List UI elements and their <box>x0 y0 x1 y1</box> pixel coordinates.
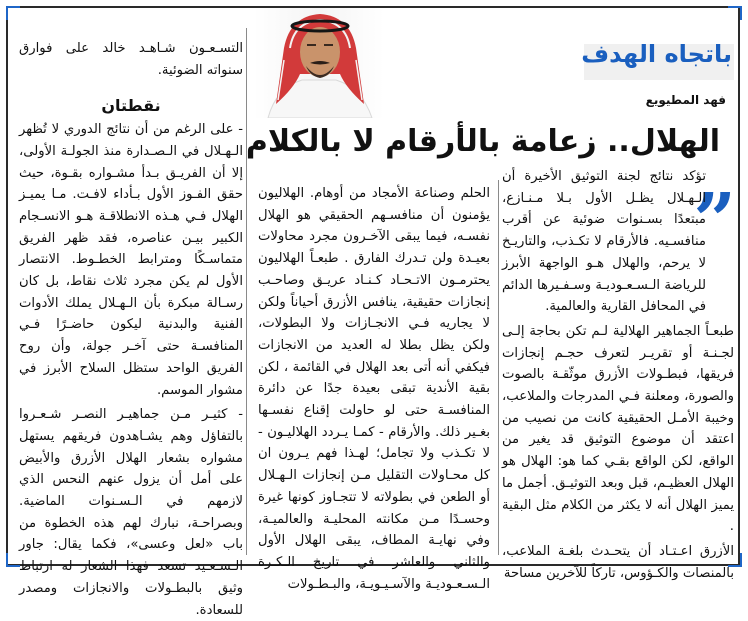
paragraph: - كثيـر مـن جماهيـر النصـر شـعـروا بالتفاؤل وهم يشـاهدون فريقهم يستهل مشواره بشعار الهلال الأزرق والأبيض على أمل أن يزول عنهم النحس الذي لازمهم في الـسـنوات الماضية. وبصراحـة، نبارك لهم هذه الخطوة من باب «لعل وعسى»، فكما يقال: جاور الـسـعـيد تسعد فهذا الشعار له ارتباط وثيق بالبطـولات والانجازات ومصدر للسعادة. <box>19 407 243 618</box>
corner-mark <box>740 553 742 567</box>
corner-mark <box>6 6 20 8</box>
column-divider <box>498 180 499 555</box>
author-name: فهد المطيويع <box>645 93 726 107</box>
paragraph: التسـعـون شـاهـد خالد على فوارق سنواته الضوئية. <box>19 41 243 78</box>
column-name: باتجاه الهدف <box>581 40 732 68</box>
corner-mark <box>6 6 8 20</box>
corner-mark <box>740 6 742 20</box>
section-subheading: نقطتان <box>101 96 161 116</box>
author-photo <box>254 8 384 118</box>
article-column-middle <box>258 183 490 595</box>
paragraph: تؤكد نتائج لجنة التوثيق الأخيرة أن الـهـلال يظـل الأول بـلا مـنـازع، مبتعدًا بسـنوات ضوئية عن أقرب منافسـيه. فالأرقام لا تكـذب، والتاريـخ لا يرحم، والهلال هـو الواجهة الأبرز للرياضة الـسـعـوديـة وسـفـيرها الدائم في المحافل القارية والعالمية. <box>502 169 706 315</box>
paragraph: الحلم وصناعة الأمجاد من أوهام. الهلاليون يؤمنون أن منافسـهم الحقيقي هو الهلال نفسـه، فيما يبقى الآخـرون مجرد محاولات بعيـدة ولن تـدرك الفارق . طبعـاً الهلاليون يحترمـون الاتـحـاد كـنـاد عريـق وصاحـب إنجازات حقيقية، ينافس الأزرق أحياناً ولكن لا يجاريه فـي الانجـازات ولا البطولات، ولكن يظل بطلا له العديد من الانجازات فيكفي أنه أتى بعد الهلال في القائمة ، لكن بقية الأندية تبقى بعيدة جدًا عن دائرة المنافسـة حتى لو حاولت إقناع نفسـها بغـير ذلك. والأرقام - كمـا يـردد الهلاليـون - لا تكـذب ولا تجامل؛ لهـذا فهم يـرون ان كل محـاولات التقليل مـن إنجازات الـهـلال أو الطعن في بطولاته لا تتجـاوز كونها غيرة وحسـدًا مـن مكانته المحليـة والعالميـة، وفي نهايـة المطاف، يبقى الهلال الأول والثاني والعاشر في تاريخ الـكـرة الـسـعـوديـة والآسـيـويـة، والبـطـولات <box>258 186 490 592</box>
quote-mark-icon: ” <box>693 178 736 264</box>
corner-mark <box>6 553 8 567</box>
article-column-left <box>19 38 243 621</box>
article-headline: الهلال.. زعامة بالأرقام لا بالكلام <box>245 124 720 159</box>
paragraph: طبعـاً الجماهير الهلالية لـم تكن بحاجة إلـى لجـنـة أو تقريـر لتعرف حجـم إنجازات فريقها، فبطـولات الأزرق موثّقـة بالصوت والصورة، ومعلنة فـي المدرجات والملاعب، وخيبة الأمـل الحقيقية كانت من نصيب من اعتقد أن موضوع التوثيق قد يغير من الواقع، لكن الواقع بقـي كما هو: الهلال هو الهلال العظيـم، قبل وبعد التوثيـق. أجمل ما يميز الهلال أنه لا يكثر من الكلام مثل البقية . <box>502 323 734 535</box>
article-column-right <box>502 166 734 584</box>
paragraph: الأزرق اعـتـاد أن يتحـدث بلغـة الملاعب، بالمنصات والكـؤوس، تاركاً للآخرين مساحة <box>502 543 734 581</box>
corner-mark <box>6 565 20 567</box>
paragraph: - على الرغم من أن نتائج الدوري لا تُظهر الـهـلال في الـصـدارة منذ الجولـة الأولى، إلا أن الفريـق بـدأ مشـواره بقـوة، حيث حقق الفـوز الأول بـأداء لافـت. مـا يميـز الهلال فـي هـذه الانطلاقـة هـو الانسـجام الكبير بيـن عناصره، فقد ظهر الفريق متماسـكًا ومترابط الخطـوط. الانتصار الأول لم يكن مجرد ثلاث نقاط، بل كان رسـالة مبكرة بأن الـهـلال يملك الأدوات الفنية والبدنية ليكون حاضـرًا فـي المنافسـة حتى آخـر جولة، وأن روح الفريق الواحد ستظل السلاح الأبرز في مشوار الموسم. <box>19 122 243 398</box>
column-divider <box>246 28 247 555</box>
